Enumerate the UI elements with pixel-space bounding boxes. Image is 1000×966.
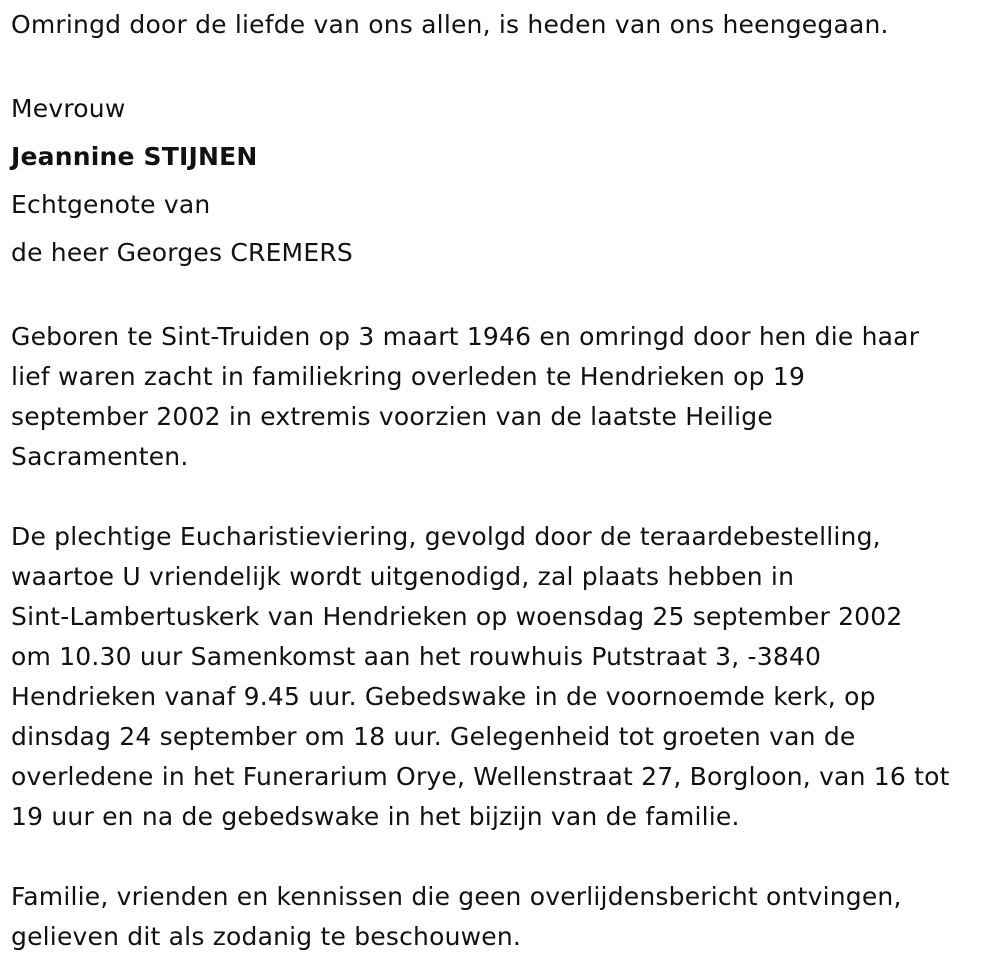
spouse-name: de heer Georges CREMERS [11,238,353,267]
paragraph-line: dinsdag 24 september om 18 uur. Gelegenheid tot groeten van de [11,722,856,751]
salutation: Mevrouw [11,94,126,123]
paragraph-line: Geboren te Sint-Truiden op 3 maart 1946 en omringd door hen die haar [11,322,920,351]
paragraph-line: Hendrieken vanaf 9.45 uur. Gebedswake in de voornoemde kerk, op [11,682,876,711]
spacer [11,477,991,517]
paragraph-line: om 10.30 uur Samenkomst aan het rouwhuis Putstraat 3, -3840 [11,642,822,671]
paragraph-line: 19 uur en na de gebedswake in het bijzijn van de familie. [11,802,740,831]
deceased-name: Jeannine STIJNEN [11,142,258,171]
obituary-document [11,5,991,957]
spacer [11,277,991,317]
intro-text: Omringd door de liefde van ons allen, is heden van ons heengegaan. [11,10,889,39]
paragraph-line: overledene in het Funerarium Orye, Wellenstraat 27, Borgloon, van 16 tot [11,762,950,791]
paragraph-line: De plechtige Eucharistieviering, gevolgd door de teraardebestelling, [11,522,881,551]
birth-paragraph [11,317,991,477]
paragraph-line: Sint-Lambertuskerk van Hendrieken op woensdag 25 september 2002 [11,602,903,631]
paragraph-line: Sacramenten. [11,442,189,471]
spacer [11,837,991,877]
paragraph-line: lief waren zacht in familiekring overleden te Hendrieken op 19 [11,362,806,391]
ceremony-paragraph [11,517,991,837]
paragraph-line: gelieven dit als zodanig te beschouwen. [11,922,522,951]
paragraph-line: september 2002 in extremis voorzien van de laatste Heilige [11,402,773,431]
paragraph-line: Familie, vrienden en kennissen die geen overlijdensbericht ontvingen, [11,882,902,911]
closing-paragraph [11,877,991,957]
spacer [11,45,991,85]
paragraph-line: waartoe U vriendelijk wordt uitgenodigd, zal plaats hebben in [11,562,795,591]
relation-text: Echtgenote van [11,190,211,219]
